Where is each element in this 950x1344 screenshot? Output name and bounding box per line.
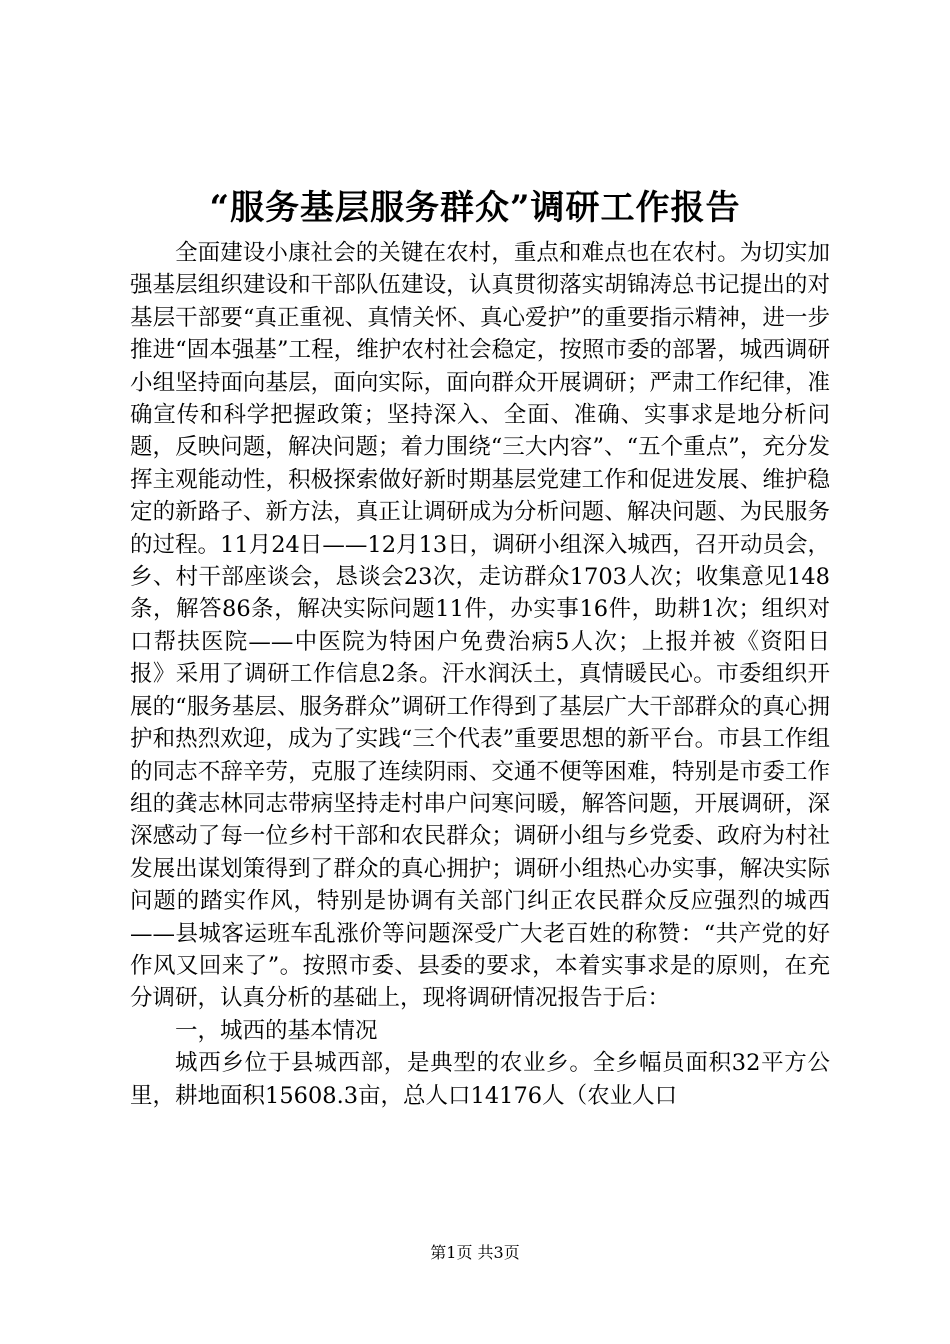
document-body [130, 237, 830, 1112]
paragraph-basic-situation: 城西乡位于县城西部，是典型的农业乡。全乡幅员面积32平方公里，耕地面积15608.3亩，总人口14176人（农业人口 [130, 1050, 830, 1109]
document-title: “服务基层服务群众”调研工作报告 [209, 188, 741, 228]
page-footer: 第1页 共3页 [430, 1243, 520, 1262]
section-heading-basic-situation: 一，城西的基本情况 [175, 1017, 378, 1044]
paragraph-intro: 全面建设小康社会的关键在农村，重点和难点也在农村。为切实加强基层组织建设和干部队伍建设，认真贯彻落实胡锦涛总书记提出的对基层干部要“真正重视、真情关怀、真心爱护”的重要指示精神，进一步推进“固本强基”工程，维护农村社会稳定，按照市委的部署，城西调研小组坚持面向基层，面向实际，面向群众开展调研；严肃工作纪律，准确宣传和科学把握政策；坚持深入、全面、准确、实事求是地分析问题，反映问题，解决问题；着力围绕“三大内容”、“五个重点”，充分发挥主观能动性，积极探索做好新时期基层党建工作和促进发展、维护稳定的新路子、新方法，真正让调研成为分析问题、解决问题、为民服务的过程。11月24日——12月13日，调研小组深入城西，召开动员会，乡、村干部座谈会，恳谈会23次，走访群众1703人次；收集意见148条，解答86条，解决实际问题11件，办实事16件，助耕1次；组织对口帮扶医院——中医院为特困户免费治病5人次；上报并被《资阳日报》采用了调研工作信息2条。汗水润沃土，真情暖民心。市委组织开展的“服务基层、服务群众”调研工作得到了基层广大干部群众的真心拥护和热烈欢迎，成为了实践“三个代表”重要思想的新平台。市县工作组的同志不辞辛劳，克服了连续阴雨、交通不便等困难，特别是市委工作组的龚志林同志带病坚持走村串户问寒问暖，解答问题，开展调研，深深感动了每一位乡村干部和农民群众；调研小组与乡党委、政府为村社发展出谋划策得到了群众的真心拥护；调研小组热心办实事，解决实际问题的踏实作风，特别是协调有关部门纠正农民群众反应强烈的城西——县城客运班车乱涨价等问题深受广大老百姓的称赞：“共产党的好作风又回来了”。按照市委、县委的要求，本着实事求是的原则，在充分调研，认真分析的基础上，现将调研情况报告于后： [130, 240, 830, 1012]
